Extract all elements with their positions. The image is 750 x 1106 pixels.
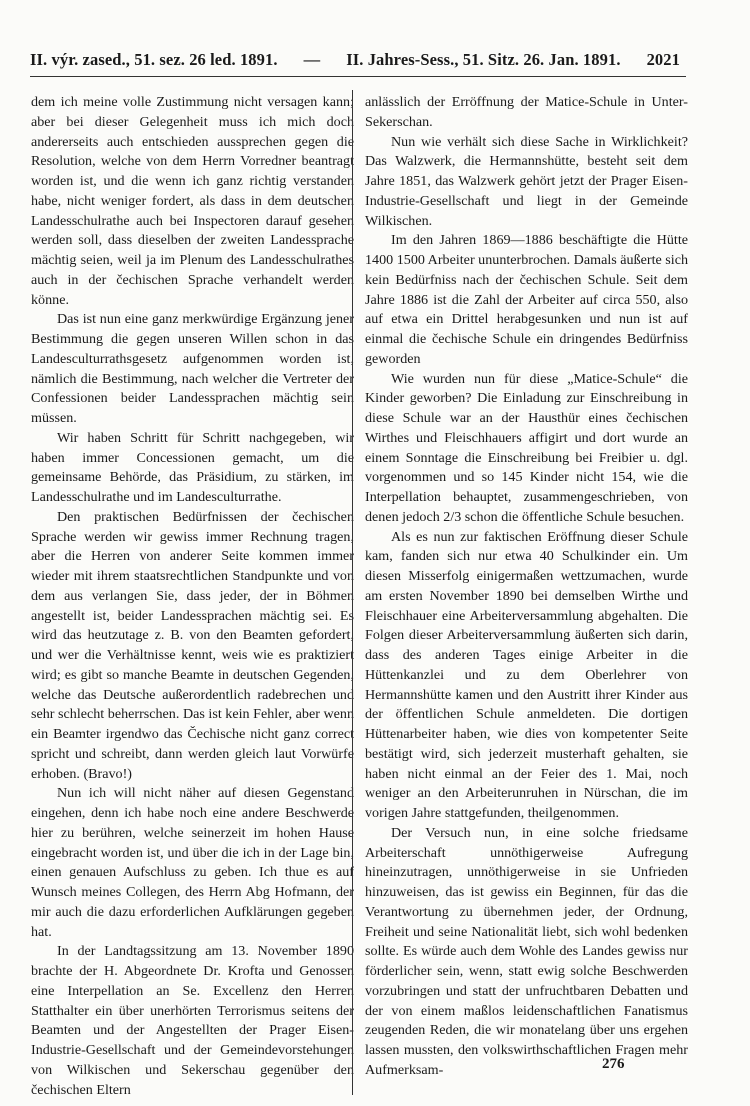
left-column (31, 93, 354, 1100)
paragraph: In der Landtagssitzung am 13. November 1890 brachte der H. Abgeordnete Dr. Krofta und Genossen eine Interpellation an Se. Excellenz den Herren Statthalter ein über unerhörten Terrorismus seitens der Beamten und der Angestellten der Prager Eisen-Industrie-Gesellschaft und der Gemeindevorstehungen von Wilkischen und Sekerschau gegenüber den čechischen Eltern (31, 943, 354, 1098)
paragraph: dem ich meine volle Zustimmung nicht versagen kann; aber bei dieser Gelegenheit muss ich mich doch andererseits auch entschieden aussprechen gegen die Resolution, welche von dem Herrn Vorredner beantragt worden ist, und die wenn ich ganz richtig verstanden habe, nicht weniger fordert, als dass in dem deutschen Landesschulrathe auch bei Inspectoren darauf gesehen werden soll, dass dieselben der zweiten Landessprache mächtig seien, weil ja im Plenum des Landesschulrathes auch in der čechischen Sprache verhandelt werden könne. (31, 94, 354, 308)
paragraph: Nun wie verhält sich diese Sache in Wirklichkeit? Das Walzwerk, die Hermannshütte, besteht seit dem Jahre 1851, das Walzwerk gehört jetzt der Prager Eisen-Industrie-Gesellschaft und liegt in der Gemeinde Wilkischen. (365, 133, 688, 229)
paragraph: Das ist nun eine ganz merkwürdige Ergänzung jener Bestimmung die gegen unseren Willen schon in das Landesculturrathsgesetz aufgenommen worden ist, nämlich die Bestimmung, nach welcher die Vertreter der Confessionen beider Landessprachen mächtig sein müssen. (31, 311, 354, 426)
running-header (30, 50, 680, 70)
paragraph: Der Versuch nun, in eine solche friedsame Arbeiterschaft unnöthigerweise Aufregung hineinzutragen, unnöthigerweise in sie Unfrieden hinzuweisen, das ist gewiss ein Beginnen, für das die Verantwortung zu übernehmen jeder, der Ordnung, Freiheit und seine Nationalität liebt, sich wohl bedenken sollte. Es würde auch dem Wohle des Landes gewiss nur förderlicher sein, wenn, statt ewig solche Beschwerden vorzubringen und statt der unfruchtbaren Debatten und der von einem maßlos leidenschaftlichen Fanatismus zeugenden Reden, die wir monatelang über uns ergehen lassen mussten, den volkswirthschaftlichen Fragen mehr Aufmerksam- (365, 824, 688, 1078)
header-german: II. Jahres-Sess., 51. Sitz. 26. Jan. 1891. (346, 50, 621, 69)
paragraph: Den praktischen Bedürfnissen der čechischen Sprache werden wir gewiss immer Rechnung tragen, aber die Herren von anderer Seite kommen immer wieder mit ihrem staatsrechtlichen Standpunkte und von dem aus verlangen Sie, dass jeder, der in Böhmen angestellt ist, beider Landessprachen mächtig sei. Es wird das heutzutage z. B. von den Beamten gefordert, und wer die Verhältnisse kennt, weis wie es praktiziert wird; es gibt so manche Beamte in deutschen Gegenden, welche das Deutsche außerordentlich radebrechen und sehr schlecht beherrschen. Das ist kein Fehler, aber wenn ein Beamter irgendwo das Čechische nicht ganz correct spricht und schreibt, dann werden gleich laut Vorwürfe erhoben. (Bravo!) (31, 508, 354, 782)
paragraph: Im den Jahren 1869—1886 beschäftigte die Hütte 1400 1500 Arbeiter ununterbrochen. Damals äußerte sich kein Bedürfniss nach der čechischen Schule. Seit dem Jahre 1886 ist die Zahl der Arbeiter auf circa 550, also auf etwa ein Drittel herabgesunken und nun ist auf einmal die čechische Schule ein dringendes Bedürfniss geworden (365, 232, 688, 367)
paragraph: anlässlich der Erröffnung der Matice-Schule in Unter-Sekerschan. (365, 94, 688, 130)
paragraph: Wir haben Schritt für Schritt nachgegeben, wir haben immer Concessionen gemacht, um die gemeinsame Behörde, das Präsidium, zu stärken, im Landesschulrathe und im Landesculturrathe. (31, 429, 354, 505)
paragraph: Nun ich will nicht näher auf diesen Gegenstand eingehen, denn ich habe noch eine andere Beschwerde hier zu berühren, welche seinerzeit im hohen Hause eingebracht worden ist, und über die ich in der Lage bin, einen genauen Aufschluss zu geben. Ich thue es auf Wunsch meines Collegen, des Herrn Abg Hofmann, der mir auch die dazu erforderlichen Aufklärungen gegeben hat. (31, 785, 354, 940)
column-divider (352, 90, 353, 1095)
header-rule (30, 76, 686, 77)
footer-page-number: 276 (602, 1056, 625, 1072)
header-dash: — (303, 50, 321, 69)
paragraph: Als es nun zur faktischen Eröffnung dieser Schule kam, fanden sich nur etwa 40 Schulkinder ein. Um diesen Misserfolg einigermaßen wettzumachen, wurde am ersten November 1890 bei demselben Wirthe und Fleischhauer eine Arbeiterversammlung abgehalten. Die Folgen dieser Arbeiterversammlung äußerten sich darin, dass des anderen Tages einige Arbeiter in die Hüttenkanzlei und zu dem Oberlehrer von Hermannshütte kamen und den Austritt ihrer Kinder aus der öffentlichen Schule anmeldeten. Die dortigen Hüttenarbeiter haben, wie dies von kompetenter Seite bestätigt wird, sich jederzeit musterhaft gehalten, sie haben nicht einmal an der Feier des 1. Mai, noch weniger an den Arbeiterunruhen in Nürschan, die im vorigen Jahre stattgefunden, theilgenommen. (365, 528, 688, 821)
right-column (365, 93, 688, 1081)
header-czech: II. výr. zased., 51. sez. 26 led. 1891. (30, 50, 278, 69)
paragraph: Wie wurden nun für diese „Matice-Schule“ die Kinder geworben? Die Einladung zur Einschreibung in diese Schule war an der Hausthür eines čechischen Wirthes und Fleischhauers affigirt und dort wurde an einem Sonntage die Einschreibung bei Freibier u. dgl. vorgenommen und so 145 Kinder nicht 154, wie die Interpellation behauptet, zusammengeschrieben, von denen jedoch 2/3 schon die öffentliche Schule besuchen. (365, 370, 688, 525)
header-page-number: 2021 (646, 50, 680, 69)
